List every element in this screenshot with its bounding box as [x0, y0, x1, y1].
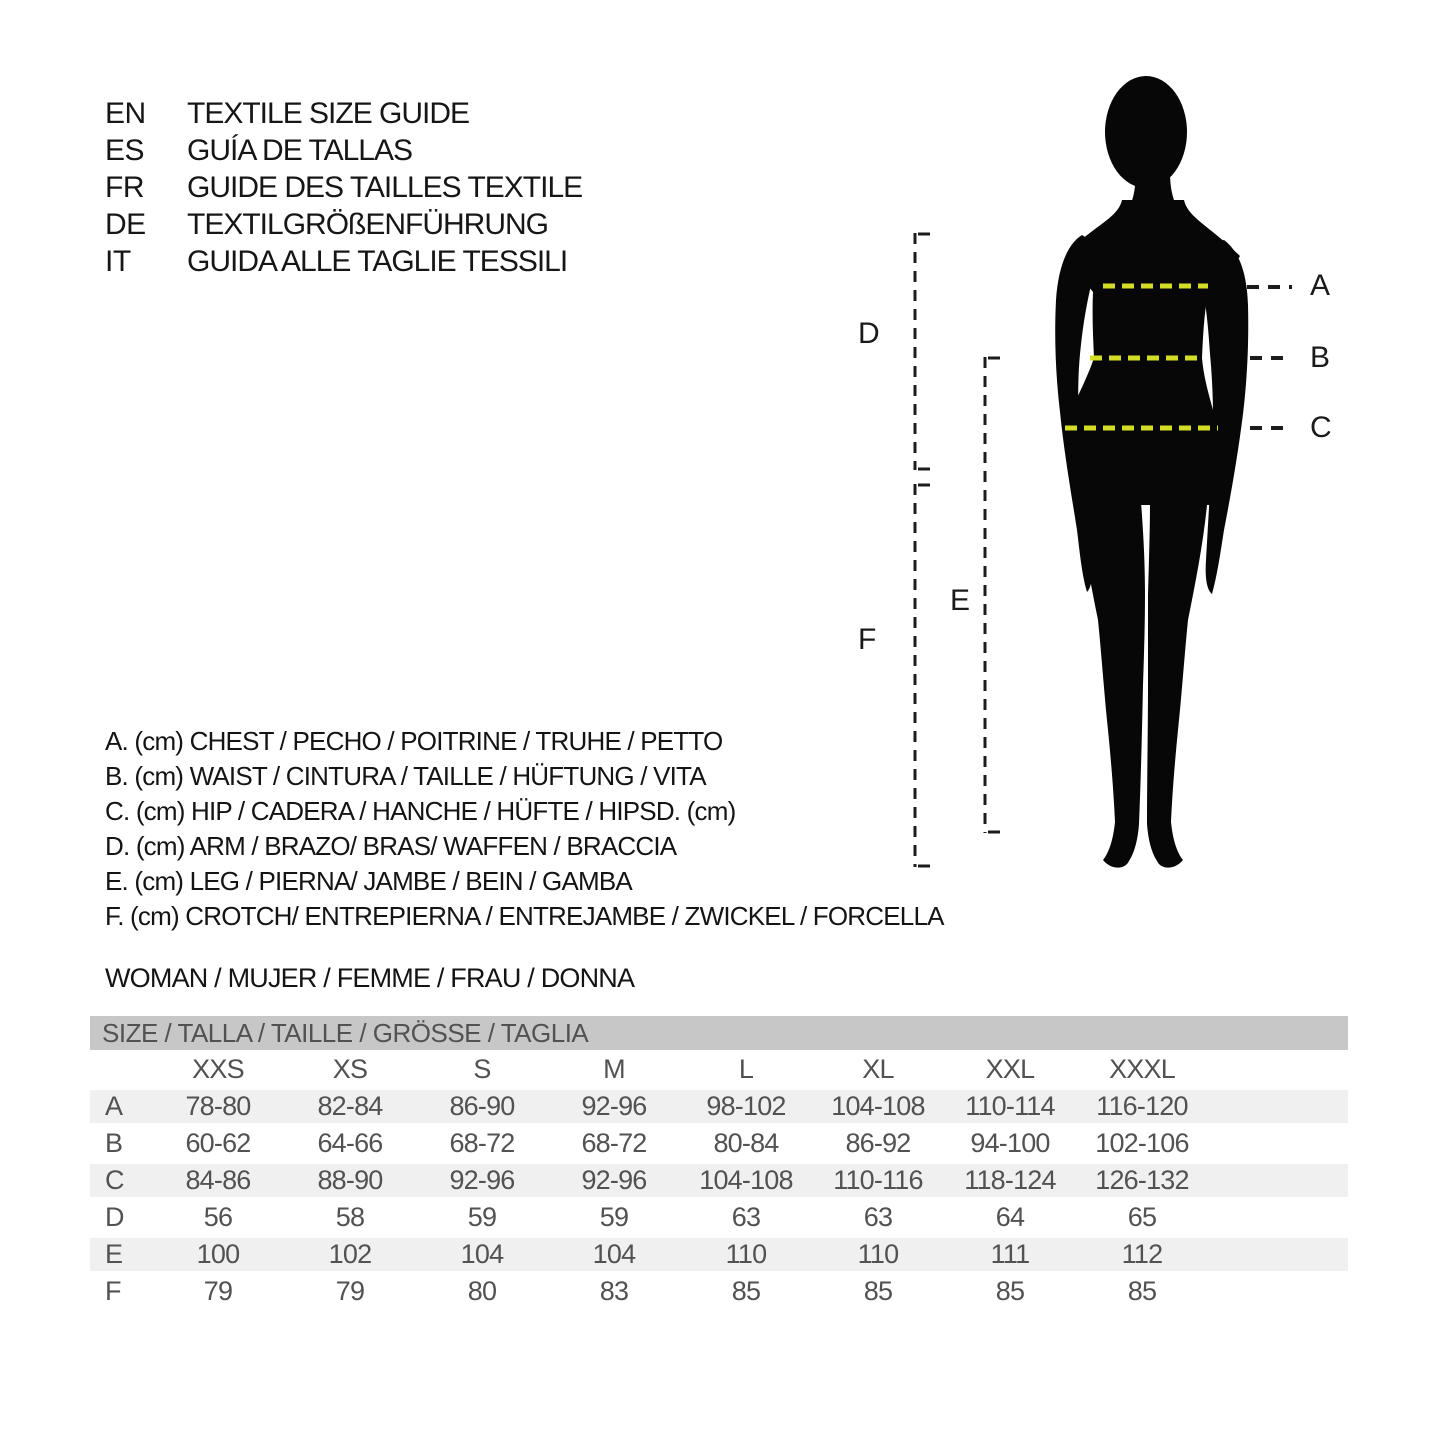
value-cell: 100	[196, 1239, 240, 1269]
value-cell: 83	[599, 1276, 629, 1306]
value-cell: 68-72	[581, 1128, 647, 1158]
value-cell: 116-120	[1096, 1091, 1188, 1121]
value-cell: 68-72	[449, 1128, 515, 1158]
value-cell: 102-106	[1095, 1128, 1189, 1158]
value-cell: 56	[203, 1202, 233, 1232]
value-cell: 126-132	[1095, 1165, 1189, 1195]
value-cell: 63	[731, 1202, 761, 1232]
language-code: FR	[105, 170, 144, 204]
language-row-en	[105, 95, 582, 132]
value-cell: 92-96	[581, 1091, 647, 1121]
size-column-xl: XL	[862, 1053, 894, 1084]
size-column-l: L	[738, 1053, 754, 1084]
legend-line-crotch: F. (cm) CROTCH/ ENTREPIERNA / ENTREJAMBE / ZWICKEL / FORCELLA	[105, 901, 944, 931]
value-cell: 59	[467, 1202, 497, 1232]
figure-label-d: D	[858, 317, 880, 350]
value-cell: 85	[1127, 1276, 1157, 1306]
value-cell: 104	[592, 1239, 636, 1269]
measurement-legend	[105, 724, 944, 934]
language-row-es	[105, 132, 582, 169]
size-table-header-bar: SIZE / TALLA / TAILLE / GRÖSSE / TAGLIA	[90, 1016, 1348, 1050]
row-label: C	[105, 1165, 124, 1195]
value-cell: 98-102	[706, 1091, 786, 1121]
table-row-c	[90, 1162, 1348, 1199]
table-row-a	[90, 1088, 1348, 1125]
guide-title-de: TEXTILGRÖßENFÜHRUNG	[187, 207, 549, 241]
value-cell: 110	[857, 1239, 899, 1269]
value-cell: 110	[725, 1239, 767, 1269]
value-cell: 110-114	[965, 1091, 1055, 1121]
woman-silhouette	[1055, 76, 1248, 868]
value-cell: 60-62	[185, 1128, 251, 1158]
figure-label-b: B	[1310, 341, 1330, 374]
value-cell: 82-84	[317, 1091, 383, 1121]
value-cell: 84-86	[185, 1165, 251, 1195]
language-row-it	[105, 243, 582, 280]
value-cell: 86-92	[845, 1128, 911, 1158]
value-cell: 112	[1121, 1239, 1163, 1269]
table-row-b	[90, 1125, 1348, 1162]
value-cell: 92-96	[581, 1165, 647, 1195]
legend-line-arm: D. (cm) ARM / BRAZO/ BRAS/ WAFFEN / BRACCIA	[105, 831, 677, 861]
value-cell: 92-96	[449, 1165, 515, 1195]
guide-title-it: GUIDA ALLE TAGLIE TESSILI	[187, 244, 568, 278]
language-code: DE	[105, 207, 146, 241]
row-label: E	[105, 1239, 123, 1269]
language-row-de	[105, 206, 582, 243]
value-cell: 65	[1127, 1202, 1157, 1232]
language-code: ES	[105, 133, 145, 167]
row-label: D	[105, 1202, 124, 1232]
size-column-xs: XS	[332, 1053, 368, 1084]
table-row-d	[90, 1199, 1348, 1236]
size-table	[90, 1016, 1348, 1310]
value-cell: 64-66	[317, 1128, 383, 1158]
value-cell: 110-116	[833, 1165, 923, 1195]
value-cell: 58	[335, 1202, 365, 1232]
value-cell: 59	[599, 1202, 629, 1232]
silhouette-left-leg	[1078, 495, 1145, 868]
value-cell: 64	[995, 1202, 1025, 1232]
value-cell: 85	[863, 1276, 893, 1306]
language-code: EN	[105, 96, 146, 130]
figure-label-a: A	[1310, 269, 1330, 302]
figure-label-c: C	[1310, 411, 1332, 444]
value-cell: 63	[863, 1202, 893, 1232]
language-code: IT	[105, 244, 131, 278]
size-column-s: S	[473, 1053, 491, 1084]
legend-line-waist: B. (cm) WAIST / CINTURA / TAILLE / HÜFTUNG / VITA	[105, 761, 706, 791]
row-label: F	[105, 1276, 121, 1306]
value-cell: 118-124	[964, 1165, 1056, 1195]
table-row-e	[90, 1236, 1348, 1273]
legend-line-chest: A. (cm) CHEST / PECHO / POITRINE / TRUHE / PETTO	[105, 726, 723, 756]
size-column-xxl: XXL	[985, 1053, 1035, 1084]
legend-line-leg: E. (cm) LEG / PIERNA/ JAMBE / BEIN / GAMBA	[105, 866, 632, 896]
guide-title-en: TEXTILE SIZE GUIDE	[187, 96, 470, 130]
figure-label-e: E	[950, 584, 970, 617]
size-column-xxxl: XXXL	[1109, 1053, 1175, 1084]
table-row-f	[90, 1273, 1348, 1310]
value-cell: 102	[328, 1239, 372, 1269]
value-cell: 79	[335, 1276, 365, 1306]
extension-lines	[1247, 287, 1292, 428]
legend-line-hip: C. (cm) HIP / CADERA / HANCHE / HÜFTE / HIPSD. (cm)	[105, 796, 736, 826]
value-cell: 111	[990, 1239, 1030, 1269]
row-label: A	[105, 1091, 123, 1121]
size-column-xxs: XXS	[192, 1053, 244, 1084]
value-cell: 104	[460, 1239, 504, 1269]
guide-title-fr: GUIDE DES TAILLES TEXTILE	[187, 170, 583, 204]
figure-label-f: F	[858, 623, 876, 656]
language-row-fr	[105, 169, 582, 206]
value-cell: 79	[203, 1276, 233, 1306]
language-title-block	[105, 95, 582, 280]
value-cell: 85	[995, 1276, 1025, 1306]
gender-group-title: WOMAN / MUJER / FEMME / FRAU / DONNA	[105, 963, 635, 993]
value-cell: 104-108	[831, 1091, 925, 1121]
size-column-m: M	[603, 1053, 625, 1084]
size-columns-row	[90, 1050, 1348, 1088]
value-cell: 88-90	[317, 1165, 383, 1195]
value-cell: 78-80	[185, 1091, 251, 1121]
silhouette-right-leg	[1147, 495, 1208, 868]
value-cell: 80	[467, 1276, 497, 1306]
value-cell: 104-108	[699, 1165, 793, 1195]
value-cell: 85	[731, 1276, 761, 1306]
value-cell: 80-84	[713, 1128, 779, 1158]
row-label: B	[105, 1128, 123, 1158]
value-cell: 86-90	[449, 1091, 515, 1121]
guide-title-es: GUÍA DE TALLAS	[187, 133, 412, 167]
value-cell: 94-100	[970, 1128, 1050, 1158]
